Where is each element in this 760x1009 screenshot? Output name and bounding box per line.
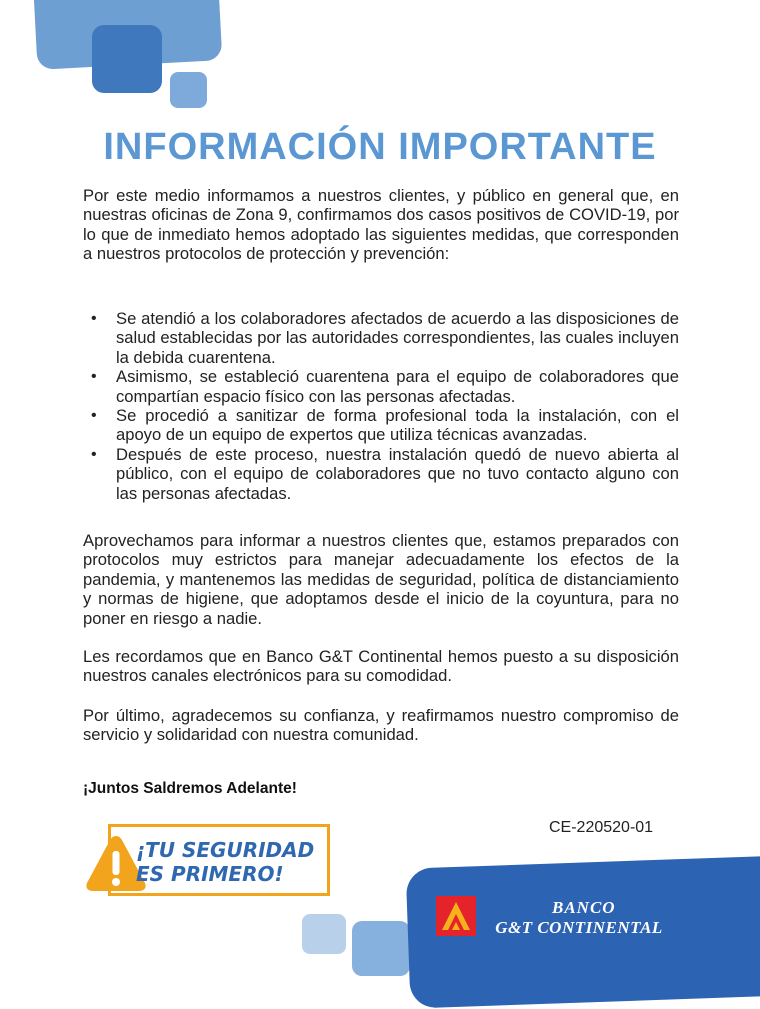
decorative-square-medium: [92, 25, 162, 93]
page-title: INFORMACIÓN IMPORTANTE: [103, 126, 657, 168]
slogan: ¡Juntos Saldremos Adelante!: [83, 780, 297, 797]
decorative-square-bottom-medium: [352, 921, 410, 976]
list-item-text: Asimismo, se estableció cuarentena para el equipo de colaboradores que compartían espacio físico con las personas afectadas.: [116, 367, 679, 406]
decorative-square-small: [170, 72, 207, 108]
bank-name-line-2: G&T CONTINENTAL: [495, 918, 663, 937]
bullet-icon: •: [91, 310, 97, 327]
security-badge-text: [136, 838, 328, 886]
bank-name-line-1: BANCO: [552, 898, 616, 917]
badge-line-1: ¡TU SEGURIDAD: [136, 838, 315, 862]
list-item: [83, 406, 679, 445]
list-item-text: Después de este proceso, nuestra instalación quedó de nuevo abierta al público, con el equipo de colaboradores que no tuvo contacto alguno con las personas afectadas.: [116, 444, 679, 503]
preparedness-paragraph: Aprovechamos para informar a nuestros clientes que, estamos preparados con protocolos muy estrictos para manejar adecuadamente los efectos de la pandemia, y mantenemos las medidas de seguridad, política de distanciamiento y normas de higiene, que adoptamos desde el inicio de la coyuntura, para no poner en riesgo a nadie.: [83, 531, 679, 628]
list-item: [83, 309, 679, 367]
bank-name: [484, 898, 674, 938]
bank-logo-icon: [436, 896, 476, 936]
badge-line-2: ES PRIMERO!: [136, 862, 284, 886]
decorative-square-bottom-small: [302, 914, 346, 954]
list-item: [83, 367, 679, 406]
list-item-text: Se procedió a sanitizar de forma profesional toda la instalación, con el apoyo de un equipo de expertos que utiliza técnicas avanzadas.: [116, 406, 679, 445]
intro-paragraph: Por este medio informamos a nuestros clientes, y público en general que, en nuestras oficinas de Zona 9, confirmamos dos casos positivos de COVID-19, por lo que de inmediato hemos adoptado las siguientes medidas, que corresponden a nuestros protocolos de protección y prevención:: [83, 186, 679, 264]
list-item-text: Se atendió a los colaboradores afectados de acuerdo a las disposiciones de salud establecidas por las autoridades correspondientes, las cuales incluyen la debida cuarentena.: [116, 309, 679, 367]
reference-code: CE-220520-01: [549, 819, 654, 836]
bullet-icon: •: [91, 407, 97, 425]
list-item: [83, 445, 679, 503]
closing-paragraph: Por último, agradecemos su confianza, y reafirmamos nuestro compromiso de servicio y solidaridad con nuestra comunidad.: [83, 706, 679, 745]
bullet-icon: •: [91, 445, 97, 463]
bullet-icon: •: [91, 368, 97, 386]
measures-list: [83, 309, 679, 503]
electronic-channels-paragraph: Les recordamos que en Banco G&T Continental hemos puesto a su disposición nuestros canales electrónicos para su comodidad.: [83, 647, 679, 686]
